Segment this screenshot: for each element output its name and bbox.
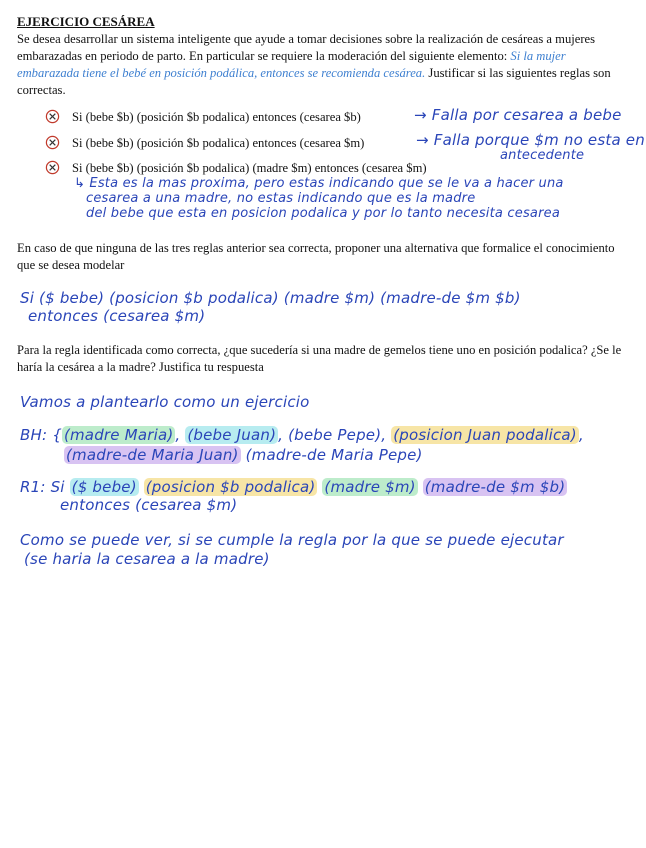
rule-3-note-line-1: ↳ Esta es la mas proxima, pero estas indicando que se le va a hacer una [74,176,564,191]
rule-1-note: → Falla por cesarea a bebe [414,106,622,124]
bh-item: (posicion Juan podalica) [393,426,577,444]
r1-part: (madre $m) [324,478,416,496]
r1-line-1 [20,478,567,497]
conclusion-line-1: Como se puede ver, si se cumple la regla por la que se puede ejecutar [20,531,564,549]
bh-line-2 [64,446,423,465]
bh-label: BH: { [20,426,62,444]
rule-3-note-line-2: cesarea a una madre, no estas indicando que es la madre [86,191,476,206]
rule-2-note-2: antecedente [500,148,585,163]
bh-item: (bebe Juan) [187,426,277,444]
bh-line-1: BH: { (madre Maria) , (bebe Juan) , (bebe Pepe), (posicion Juan podalica) , [20,426,584,444]
rule-1: Si (bebe $b) (posición $b podalica) entonces (cesarea $b) [72,110,361,124]
x-circle-icon [45,160,60,175]
rule-2-note: → Falla porque $m no esta en [416,131,645,149]
answer-3-intro: Vamos a plantearlo como un ejercicio [20,393,310,411]
intro-paragraph [17,31,617,99]
r1-label: R1: Si [20,478,65,496]
page-title: EJERCICIO CESÁREA [17,14,155,29]
question-3: Para la regla identificada como correcta, ¿que sucedería si una madre de gemelos tiene uno en posición podalica? ¿Se le haría la cesárea a la madre? Justifica tu respuesta [17,343,622,374]
rule-2: Si (bebe $b) (posición $b podalica) entonces (cesarea $m) [72,136,365,150]
bh-item: (madre-de Maria Pepe) [245,446,423,464]
intro-highlight: Si la mujer embarazada tiene el bebé en posición podálica, entonces se recomienda cesárea. [17,49,566,80]
bh-item: (madre-de Maria Juan) [66,446,239,464]
answer-2-line-2: entonces (cesarea $m) [28,307,206,325]
r1-part: ($ bebe) [71,478,137,496]
bh-item: (bebe Pepe) [288,426,382,444]
conclusion-line-2: (se haria la cesarea a la madre) [24,550,270,568]
r1-part: (madre-de $m $b) [424,478,566,496]
intro-text: Se desea desarrollar un sistema inteligente que ayude a tomar decisiones sobre la realización de cesáreas a mujeres embarazadas en periodo de parto. En particular se requiere la moderación del siguiente elemento: [17,32,596,63]
x-circle-icon [45,135,60,150]
question-2: En caso de que ninguna de las tres reglas anterior sea correcta, proponer una alternativa que formalice el conocimiento que se desea modelar [17,241,615,272]
r1-line-2: entonces (cesarea $m) [60,496,238,514]
x-circle-icon [45,109,60,124]
intro-tail: Justificar si las siguientes reglas son correctas. [17,66,611,97]
answer-2-line-1: Si ($ bebe) (posicion $b podalica) (madre $m) (madre-de $m $b) [20,289,521,307]
bh-item: (madre Maria) [63,426,174,444]
rule-3: Si (bebe $b) (posición $b podalica) (madre $m) entonces (cesarea $m) [72,161,427,175]
r1-part: (posicion $b podalica) [145,478,316,496]
rule-3-note-line-3: del bebe que esta en posicion podalica y por lo tanto necesita cesarea [86,206,561,221]
